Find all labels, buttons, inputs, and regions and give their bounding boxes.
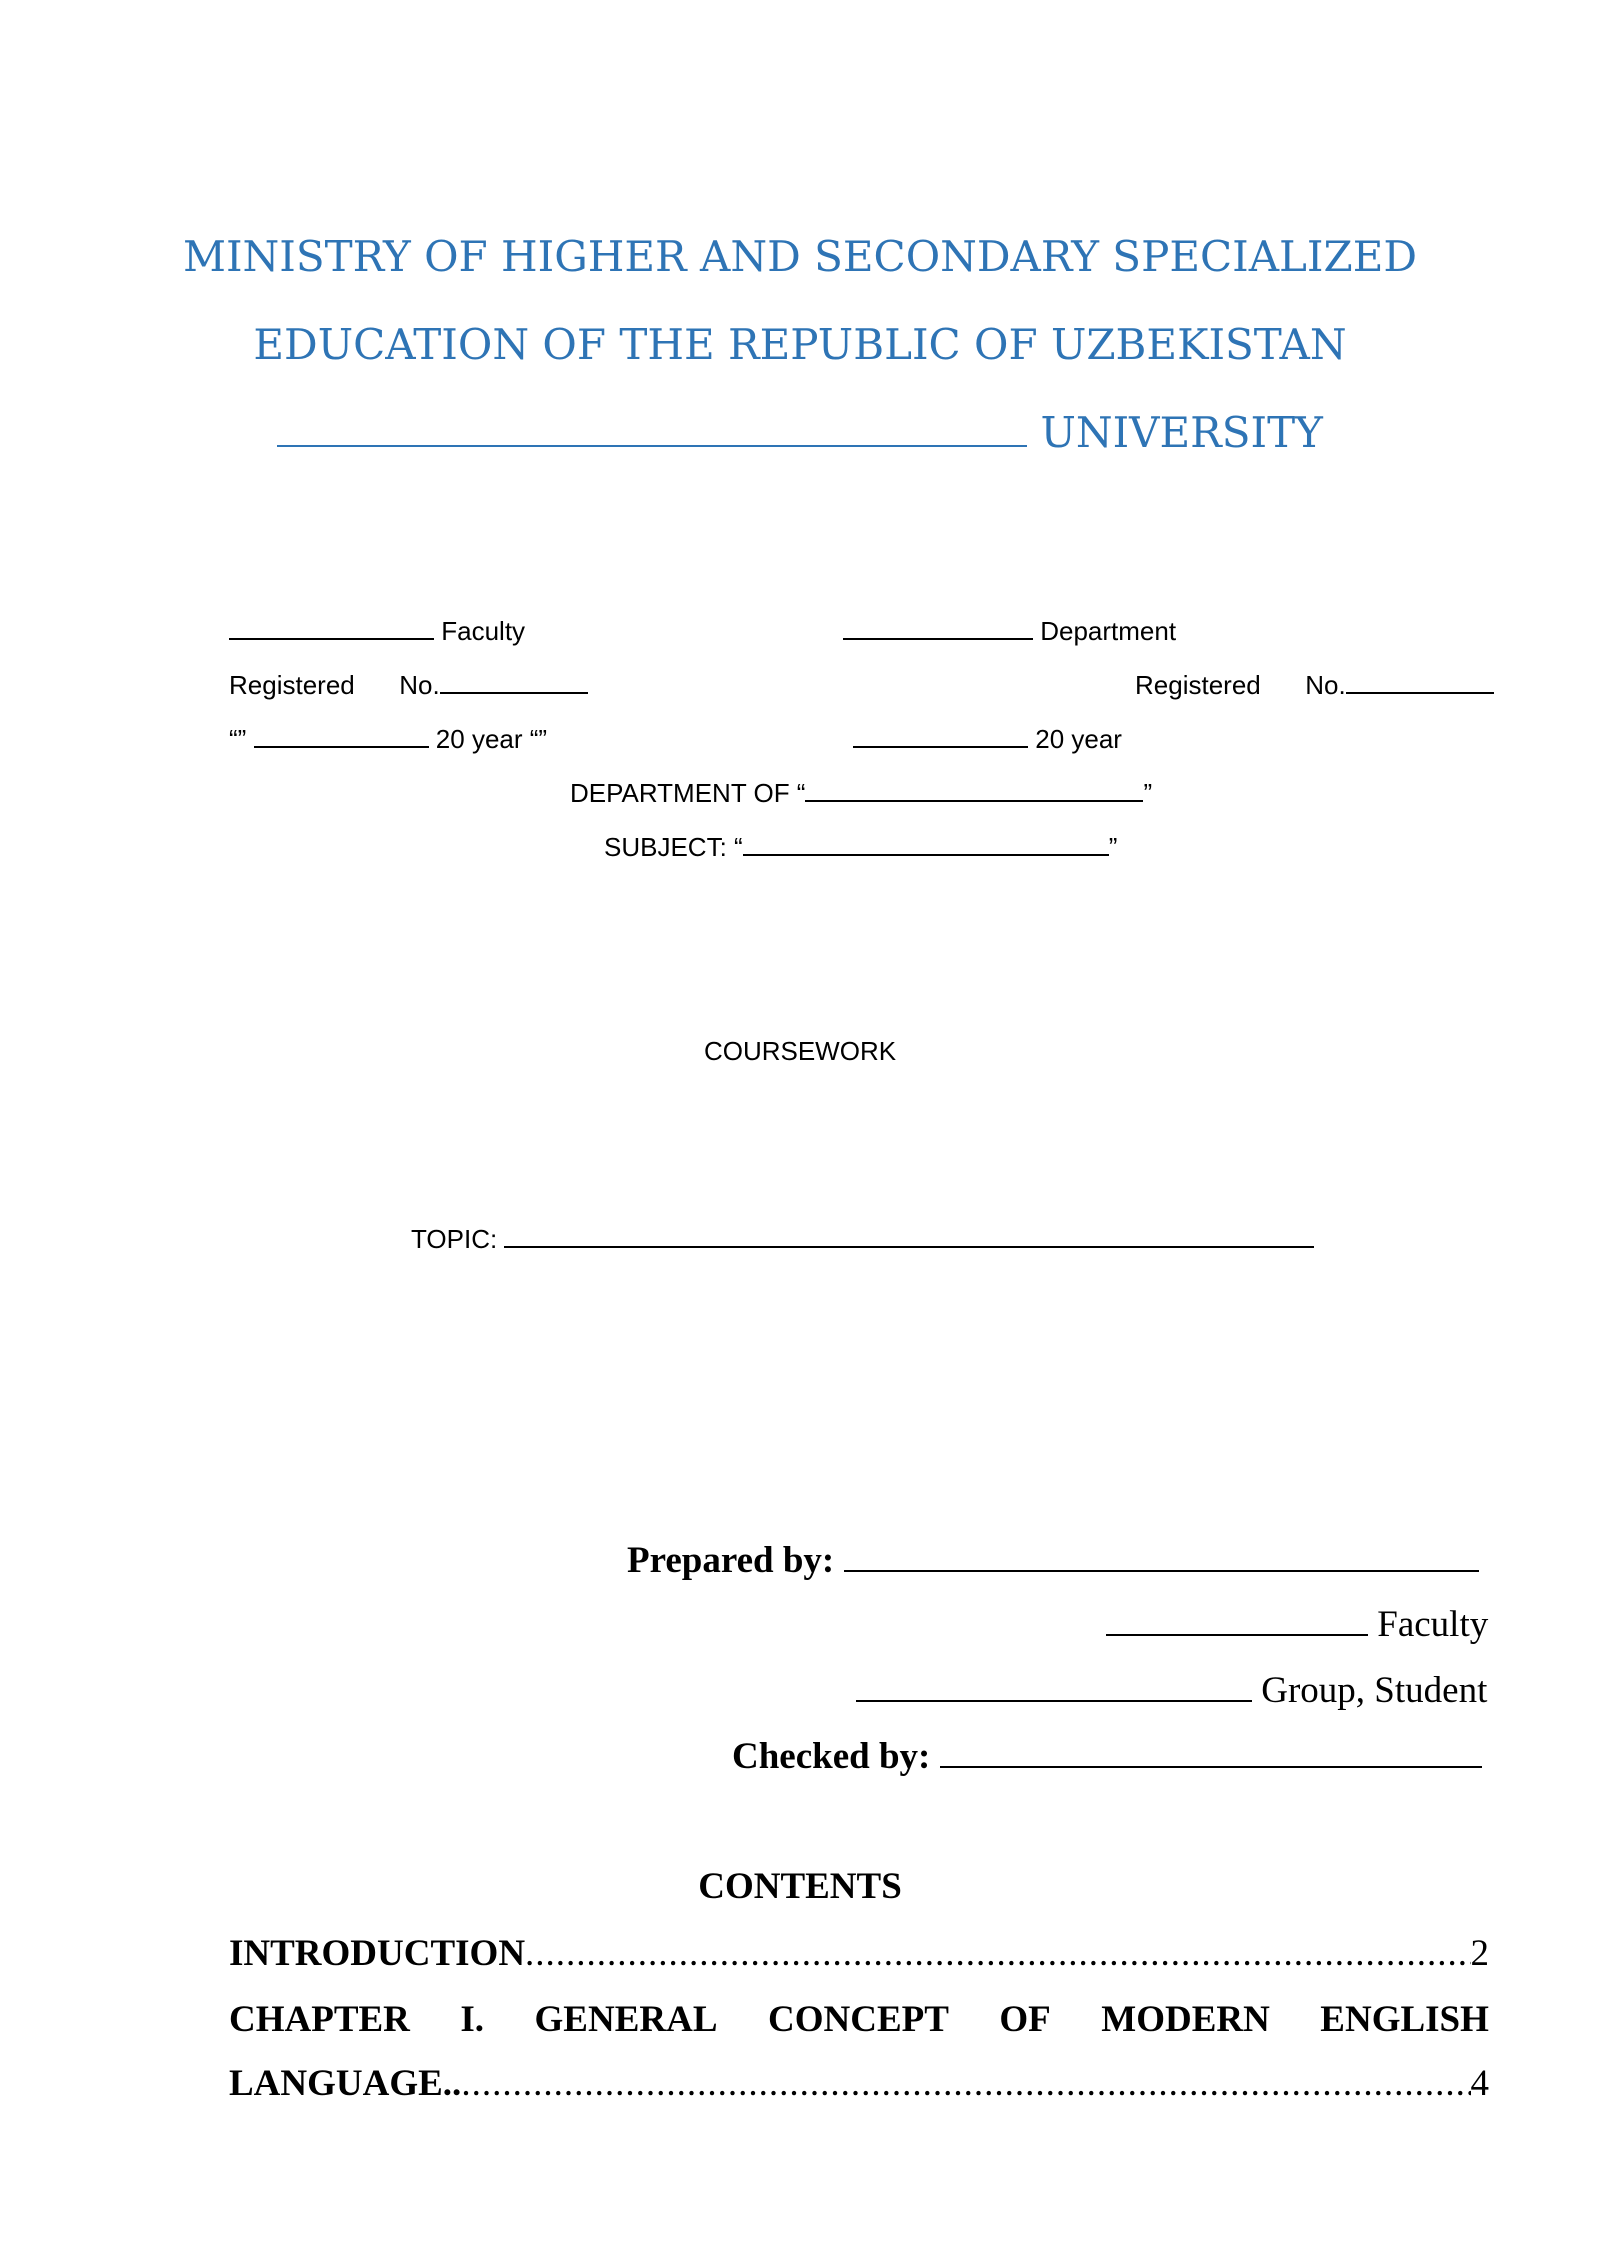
toc-dot-leader	[525, 1932, 1470, 1975]
registered-no-left-blank[interactable]	[440, 691, 588, 694]
registered-right-label: Registered	[1135, 670, 1261, 700]
topic-label: TOPIC:	[411, 1224, 498, 1254]
registered-right	[1135, 672, 1494, 698]
group-student-line	[856, 1672, 1487, 1709]
toc-word: ENGLISH	[1320, 1999, 1489, 2040]
toc-word: MODERN	[1101, 1999, 1270, 2040]
date-right	[853, 726, 1122, 752]
department-of-line	[570, 780, 1152, 806]
toc-dot-leader	[461, 2062, 1470, 2105]
department-label: Department	[1040, 616, 1177, 646]
date-left	[229, 726, 547, 752]
toc-word: I.	[460, 1999, 485, 2040]
toc-item-label-continued: LANGUAGE..	[229, 2063, 462, 2104]
coursework-label: COURSEWORK	[703, 1036, 897, 1066]
topic-line	[411, 1226, 1314, 1252]
toc-word: CHAPTER	[229, 1999, 410, 2040]
quotes-left-end: “”	[529, 724, 548, 754]
registered-left-label: Registered	[229, 670, 355, 700]
prepared-by-blank[interactable]	[844, 1569, 1479, 1572]
faculty-blank[interactable]	[229, 637, 434, 640]
no-left-label: No.	[399, 670, 440, 700]
subject-line	[604, 834, 1117, 860]
subject-label: SUBJECT: “	[604, 832, 743, 862]
toc-item-page: 2	[1470, 1933, 1489, 1974]
topic-blank[interactable]	[504, 1245, 1314, 1248]
toc-item-page: 4	[1470, 2063, 1489, 2104]
toc-word: CONCEPT	[768, 1999, 949, 2040]
signature-faculty-label: Faculty	[1377, 1604, 1489, 1645]
registered-left	[229, 672, 588, 698]
university-name-blank[interactable]	[277, 444, 1027, 447]
department-line	[843, 618, 1176, 644]
year-right-label: 20 year	[1035, 724, 1122, 754]
prepared-by-line	[627, 1542, 1479, 1579]
university-label: UNIVERSITY	[1040, 408, 1323, 457]
department-blank[interactable]	[843, 637, 1033, 640]
department-of-label: DEPARTMENT OF “	[570, 778, 806, 808]
toc-item-introduction[interactable]	[229, 1932, 1489, 1975]
department-of-blank[interactable]	[805, 799, 1143, 802]
quotes-left: “”	[229, 724, 247, 754]
registered-no-right-blank[interactable]	[1346, 691, 1494, 694]
toc-item-chapter-1-line2[interactable]	[229, 2062, 1489, 2105]
checked-by-blank[interactable]	[940, 1765, 1482, 1768]
contents-title: CONTENTS	[698, 1866, 902, 1907]
date-right-blank[interactable]	[853, 745, 1028, 748]
department-close-quote: ”	[1143, 778, 1153, 808]
no-right-label: No.	[1305, 670, 1346, 700]
subject-blank[interactable]	[743, 853, 1109, 856]
checked-by-label: Checked by:	[732, 1736, 931, 1777]
signature-faculty-line	[1106, 1606, 1488, 1643]
prepared-by-label: Prepared by:	[627, 1540, 835, 1581]
signature-faculty-blank[interactable]	[1106, 1633, 1368, 1636]
faculty-line	[229, 618, 525, 644]
toc-item-chapter-1-line1[interactable]	[229, 1998, 1489, 2041]
toc-word: OF	[999, 1999, 1051, 2040]
group-student-blank[interactable]	[856, 1699, 1252, 1702]
checked-by-line	[732, 1738, 1482, 1775]
ministry-heading-line2: EDUCATION OF THE REPUBLIC OF UZBEKISTAN	[253, 320, 1347, 369]
toc-word: GENERAL	[534, 1999, 718, 2040]
faculty-label: Faculty	[441, 616, 526, 646]
date-left-blank[interactable]	[254, 745, 429, 748]
subject-close-quote: ”	[1108, 832, 1118, 862]
university-heading	[0, 408, 1600, 457]
ministry-heading-line1: MINISTRY OF HIGHER AND SECONDARY SPECIALIZED	[182, 232, 1418, 281]
year-left-label: 20 year	[435, 724, 523, 754]
toc-item-label: INTRODUCTION	[229, 1933, 526, 1974]
group-student-label: Group, Student	[1261, 1670, 1488, 1711]
